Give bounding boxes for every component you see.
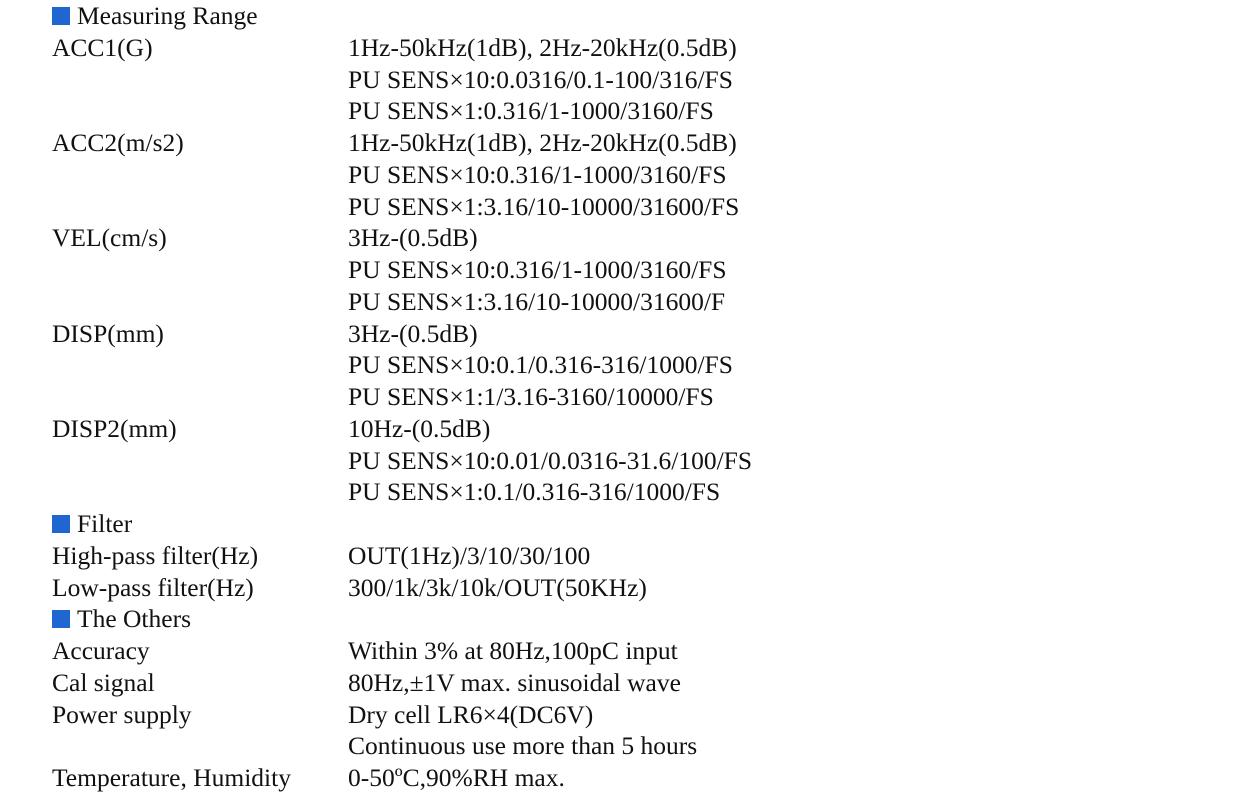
spec-row-accuracy — [52, 635, 1232, 667]
spec-label: DISP(mm) — [52, 318, 164, 348]
spec-label: ACC1(G) — [52, 32, 153, 62]
spec-value: OUT(1Hz)/3/10/30/100 — [348, 540, 591, 570]
section-heading-the-others — [52, 603, 1232, 635]
spec-row-continuation — [52, 191, 1232, 223]
spec-value: Continuous use more than 5 hours — [348, 731, 698, 761]
spec-row-disp2 — [52, 413, 1232, 445]
section-marker-icon — [52, 610, 70, 628]
spec-label: Temperature, Humidity — [52, 763, 291, 792]
spec-row-continuation — [52, 349, 1232, 381]
spec-row-power-supply — [52, 699, 1232, 731]
spec-row-cal-signal — [52, 667, 1232, 699]
spec-row-continuation — [52, 381, 1232, 413]
spec-value: Within 3% at 80Hz,100pC input — [348, 636, 678, 665]
spec-row-continuation — [52, 254, 1232, 286]
spec-sheet — [52, 0, 1232, 794]
spec-value: PU SENS×1:0.316/1-1000/3160/FS — [348, 96, 714, 126]
spec-value: 1Hz-50kHz(1dB), 2Hz-20kHz(0.5dB) — [348, 128, 737, 157]
spec-row-acc2 — [52, 127, 1232, 159]
spec-value: PU SENS×10:0.316/1-1000/3160/FS — [348, 255, 727, 284]
section-heading-label: Measuring Range — [77, 1, 258, 30]
spec-label: Power supply — [52, 699, 192, 729]
section-marker-icon — [52, 7, 70, 25]
spec-value: Dry cell LR6×4(DC6V) — [348, 699, 594, 729]
spec-value: 1Hz-50kHz(1dB), 2Hz-20kHz(0.5dB) — [348, 32, 737, 62]
spec-label: Low-pass filter(Hz) — [52, 572, 254, 602]
section-marker-icon — [52, 515, 70, 533]
spec-label: VEL(cm/s) — [52, 223, 167, 253]
spec-label: DISP2(mm) — [52, 413, 177, 443]
spec-value: 80Hz,±1V max. sinusoidal wave — [348, 667, 681, 697]
spec-row-continuation — [52, 95, 1232, 127]
spec-row-continuation — [52, 64, 1232, 96]
spec-label: High-pass filter(Hz) — [52, 540, 259, 570]
section-heading-filter — [52, 508, 1232, 540]
spec-value: PU SENS×10:0.01/0.0316-31.6/100/FS — [348, 445, 753, 475]
spec-value: PU SENS×1:3.16/10-10000/31600/F — [348, 286, 726, 316]
spec-row-high-pass — [52, 540, 1232, 572]
spec-row-temperature — [52, 762, 1232, 794]
spec-value: PU SENS×10:0.316/1-1000/3160/FS — [348, 159, 727, 189]
spec-row-continuation — [52, 159, 1232, 191]
spec-value: PU SENS×10:0.0316/0.1-100/316/FS — [348, 64, 733, 94]
spec-value: 10Hz-(0.5dB) — [348, 413, 491, 443]
spec-row-vel — [52, 222, 1232, 254]
section-heading-label: The Others — [77, 604, 192, 634]
spec-value: 0-50ºC,90%RH max. — [348, 763, 565, 792]
spec-value: PU SENS×1:3.16/10-10000/31600/FS — [348, 191, 740, 221]
spec-row-continuation — [52, 476, 1232, 508]
section-heading-measuring-range — [52, 0, 1232, 32]
spec-label: ACC2(m/s2) — [52, 128, 184, 157]
spec-value: PU SENS×10:0.1/0.316-316/1000/FS — [348, 350, 733, 380]
spec-row-continuation — [52, 730, 1232, 762]
spec-value: PU SENS×1:0.1/0.316-316/1000/FS — [348, 477, 721, 507]
spec-row-continuation — [52, 445, 1232, 477]
spec-row-low-pass — [52, 572, 1232, 604]
spec-row-acc1 — [52, 32, 1232, 64]
spec-value: 300/1k/3k/10k/OUT(50KHz) — [348, 572, 647, 602]
spec-value: 3Hz-(0.5dB) — [348, 318, 478, 348]
spec-label: Accuracy — [52, 636, 150, 665]
spec-label: Cal signal — [52, 667, 155, 697]
spec-row-disp — [52, 318, 1232, 350]
spec-row-continuation — [52, 286, 1232, 318]
spec-value: 3Hz-(0.5dB) — [348, 223, 478, 253]
spec-value: PU SENS×1:1/3.16-3160/10000/FS — [348, 382, 714, 411]
section-heading-label: Filter — [77, 509, 133, 538]
